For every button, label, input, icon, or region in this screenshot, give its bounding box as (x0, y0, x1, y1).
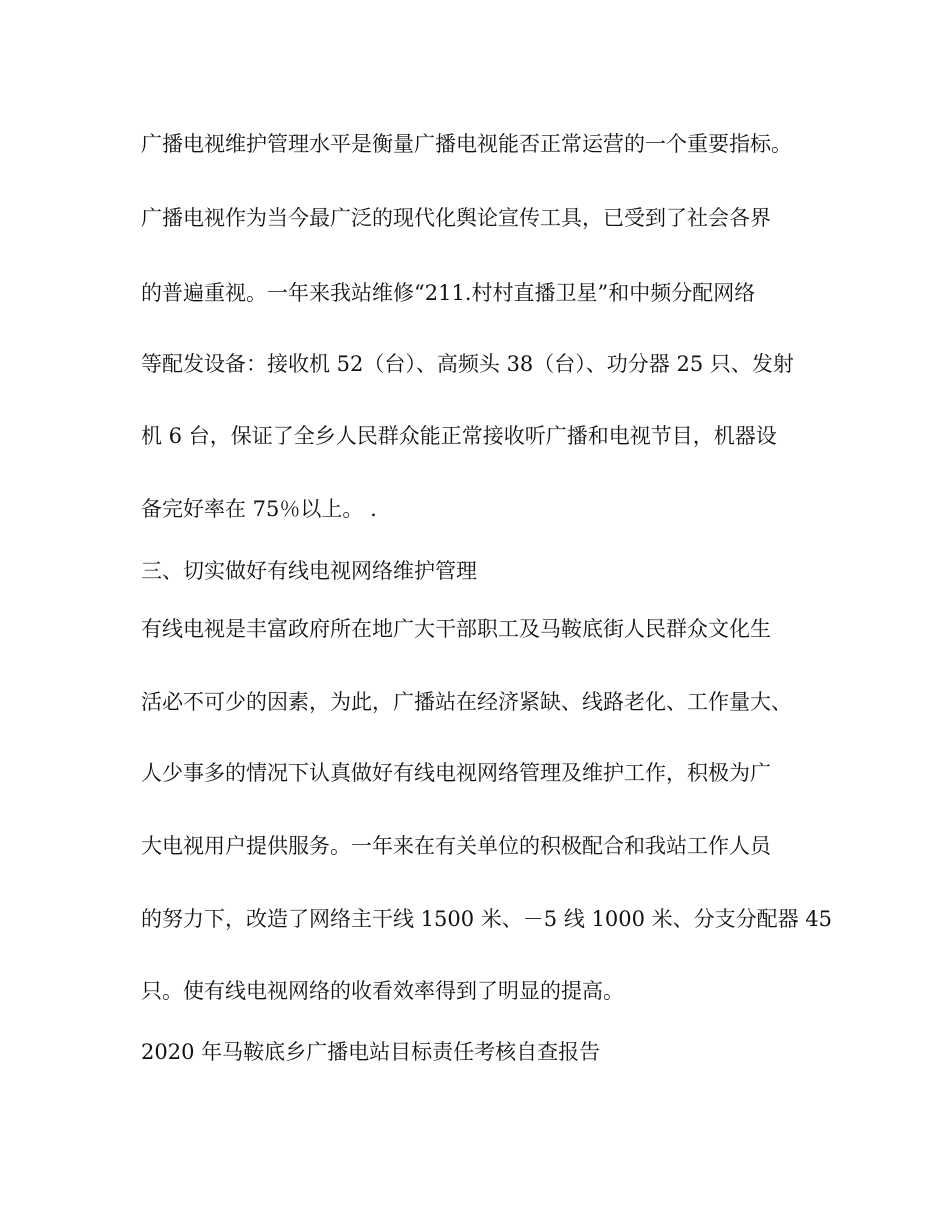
paragraph-line: 等配发设备：接收机 52（台）、高频头 38（台）、功分器 25 只、发射 (141, 352, 794, 376)
paragraph-line: 的努力下，改造了网络主干线 1500 米、－5 线 1000 米、分支分配器 45 (141, 907, 833, 931)
document-title-line: 2020 年马鞍底乡广播电站目标责任考核自查报告 (141, 1040, 601, 1064)
paragraph-line: 活必不可少的因素，为此，广播站在经济紧缺、线路老化、工作量大、 (141, 690, 792, 714)
section-heading: 三、切实做好有线电视网络维护管理 (141, 559, 477, 583)
paragraph-line: 有线电视是丰富政府所在地广大干部职工及马鞍底街人民群众文化生 (141, 617, 771, 641)
paragraph-line: 广播电视维护管理水平是衡量广播电视能否正常运营的一个重要指标。 (141, 132, 792, 156)
paragraph-line: 人少事多的情况下认真做好有线电视网络管理及维护工作，积极为广 (141, 761, 771, 785)
paragraph-line: 备完好率在 75％以上。 . (141, 497, 377, 521)
paragraph-line: 广播电视作为当今最广泛的现代化舆论宣传工具，已受到了社会各界 (141, 206, 771, 230)
paragraph-line: 只。使有线电视网络的收看效率得到了明显的提高。 (141, 979, 624, 1003)
paragraph-line: 机 6 台，保证了全乡人民群众能正常接收听广播和电视节目，机器设 (141, 424, 777, 448)
paragraph-line: 大电视用户提供服务。一年来在有关单位的积极配合和我站工作人员 (141, 834, 771, 858)
paragraph-line: 的普遍重视。一年来我站维修“211.村村直播卫星”和中频分配网络 (141, 281, 756, 305)
